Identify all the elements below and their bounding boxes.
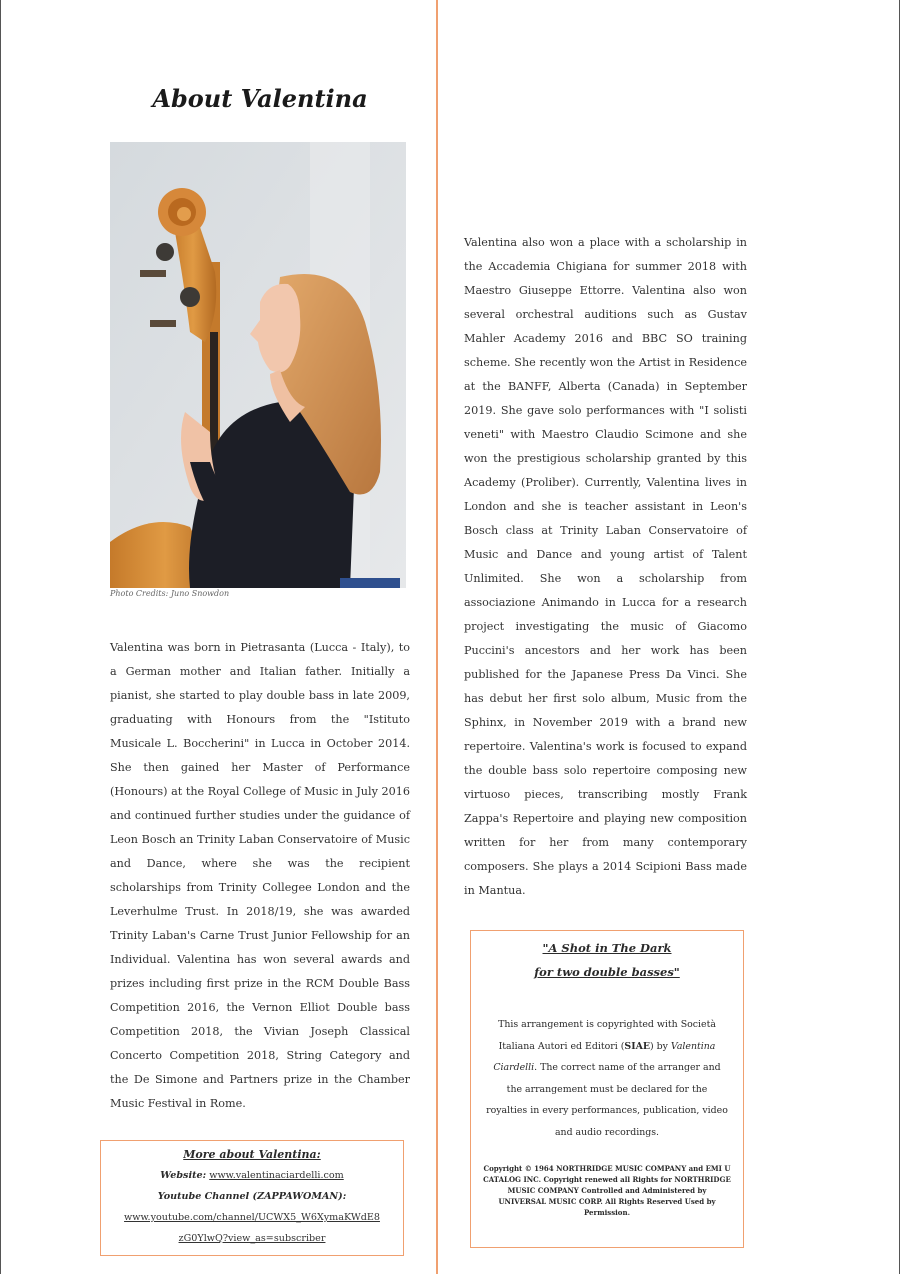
website-link[interactable]: www.valentinaciardelli.com: [209, 1170, 344, 1181]
copyright-note-by: ) by: [650, 1040, 671, 1052]
legal-notice: Copyright © 1964 NORTHRIDGE MUSIC COMPANY and EMI U CATALOG INC. Copyright renewed all Rights for NORTHRIDGE MUSIC COMPANY Controlled and Administered by UNIVERSAL MUSIC CORP. All Rights Reserved Used by Permission.: [483, 1164, 731, 1217]
website-label: Website:: [160, 1170, 207, 1181]
arranger-name: Valentina Ciardelli: [493, 1040, 716, 1073]
column-divider: [436, 0, 438, 1274]
copyright-box: [470, 930, 744, 1248]
youtube-link-line1[interactable]: www.youtube.com/channel/UCWX5_W6XymaKWdE8: [124, 1212, 380, 1223]
piece-title: [471, 936, 743, 984]
biography-right-paragraph: Valentina also won a place with a scholarship in the Accademia Chigiana for summer 2018 with Maestro Giuseppe Ettorre. Valentina also won several orchestral auditions such as Gustav Mahler Academy 2016 and BBC SO training scheme. She recently won the Artist in Residence at the BANFF, Alberta (Canada) in September 2019. She gave solo performances with "I solisti veneti" with Maestro Claudio Scimone and she won the prestigious scholarship granted by this Academy (Proliber). Currently, Valentina lives in London and she is teacher assistant in Leon's Bosch class at Trinity Laban Conservatoire of Music and Dance and young artist of Talent Unlimited. She won a scholarship from associazione Animando in Lucca for a research project investigating the music of Giacomo Puccini's ancestors and her work has been published for the Japanese Press Da Vinci. She has debut her first solo album, Music from the Sphinx, in November 2019 with a brand new repertoire. Valentina's work is focused to expand the double bass solo repertoire composing new virtuoso pieces, transcribing mostly Frank Zappa's Repertoire and playing new composition written for her from many contemporary composers. She plays a 2014 Scipioni Bass made in Mantua.: [464, 236, 747, 897]
piece-title-line1: "A Shot in The Dark: [542, 941, 672, 955]
youtube-link-line2[interactable]: zG0YlwQ?view_as=subscriber: [178, 1233, 326, 1244]
more-about-title: More about Valentina:: [183, 1148, 321, 1161]
copyright-note-pre: This arrangement is copyrighted with Società Italiana Autori ed Editori (: [498, 1019, 716, 1052]
photo-credit: Photo Credits: Juno Snowdon: [110, 589, 230, 598]
more-about-box: [100, 1140, 404, 1256]
website-line: [101, 1165, 403, 1186]
copyright-note: [485, 1014, 729, 1143]
copyright-note-post: . The correct name of the arranger and the arrangement must be declared for the royalties in every performances, publication, video and audio recordings.: [486, 1062, 728, 1138]
page-title: About Valentina: [152, 84, 368, 113]
portrait-photo: [110, 142, 406, 588]
youtube-label: Youtube Channel (ZAPPAWOMAN):: [157, 1191, 347, 1202]
page-left-edge: [0, 0, 1, 1274]
siae-abbrev: SIAE: [624, 1040, 650, 1052]
biography-left-paragraph: Valentina was born in Pietrasanta (Lucca - Italy), to a German mother and Italian father. Initially a pianist, she started to play double bass in late 2009, graduating with Honours from the "Istituto Musicale L. Boccherini" in Lucca in October 2014. She then gained her Master of Performance (Honours) at the Royal College of Music in July 2016 and continued further studies under the guidance of Leon Bosch an Trinity Laban Conservatoire of Music and Dance, where she was the recipient scholarships from Trinity Collegee London and the Leverhulme Trust. In 2018/19, she was awarded Trinity Laban's Carne Trust Junior Fellowship for an Individual. Valentina has won several awards and prizes including first prize in the RCM Double Bass Competition 2016, the Vernon Elliot Double bass Competition 2018, the Vivian Joseph Classical Concerto Competition 2018, String Category and the De Simone and Partners prize in the Chamber Music Festival in Rome.: [110, 641, 410, 1110]
piece-title-line2: for two double basses": [534, 965, 680, 979]
